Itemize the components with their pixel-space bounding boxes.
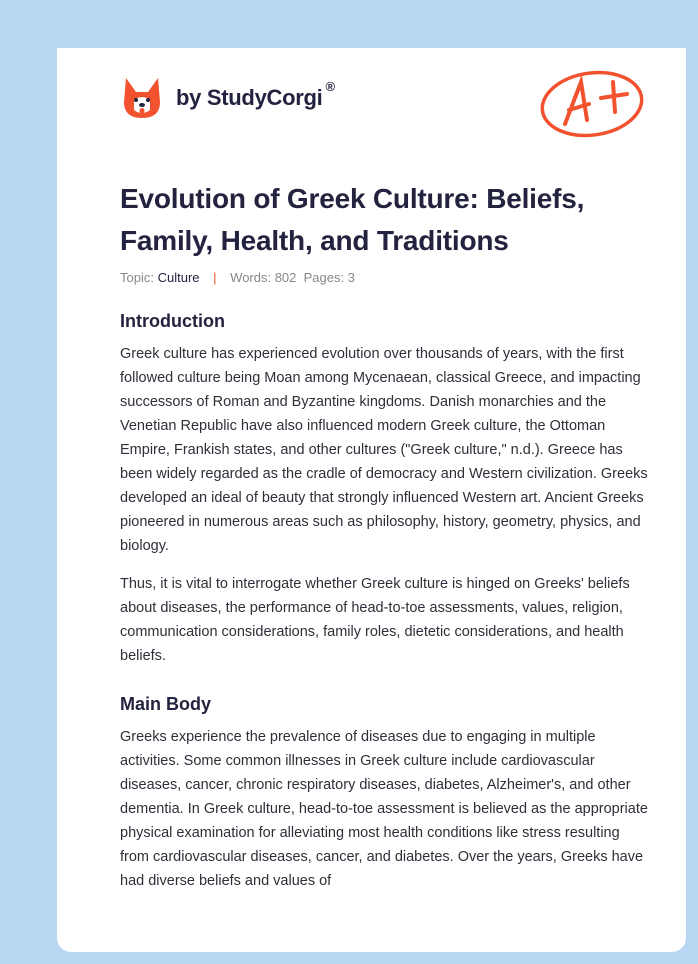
paragraph: Greek culture has experienced evolution over thousands of years, with the first followed culture being Moan among Mycenaean, classical Greece, and impacting successors of Roman and Byzantine kingdoms. Danish monarchies and the Venetian Republic have also influenced modern Greek culture, the Ottoman Empire, Frankish states, and other cultures ("Greek culture," n.d.). Greece has been widely regarded as the cradle of democracy and Western civilization. Greeks developed an ideal of beauty that strongly influenced Western art. Ancient Greeks pioneered in numerous areas such as philosophy, history, geometry, physics, and biology. <box>120 346 648 554</box>
document-card <box>57 48 686 952</box>
corgi-icon <box>122 76 162 120</box>
section-heading: Main Body <box>120 694 212 714</box>
page-title: Evolution of Greek Culture: Beliefs, Family, Health, and Traditions <box>120 183 585 256</box>
studycorgi-logo[interactable] <box>122 76 335 120</box>
a-plus-grade-icon <box>537 68 649 140</box>
paragraph: Thus, it is vital to interrogate whether Greek culture is hinged on Greeks' beliefs about diseases, the performance of head-to-toe assessments, values, religion, communication considerations, family roles, dietetic considerations, and health beliefs. <box>120 576 630 664</box>
article <box>120 178 650 907</box>
paragraph: Greeks experience the prevalence of diseases due to engaging in multiple activities. Some common illnesses in Greek culture include cardiovascular diseases, cancer, chronic respiratory diseases, diabetes, Alzheimer's, and other dementia. In Greek culture, head-to-toe assessment is believed as the appropriate physical examination for alleviating most health conditions like stress resulting from cardiovascular diseases, cancer, and diabetes. Over the years, Greeks have had diverse beliefs and values of <box>120 729 648 889</box>
section-heading: Introduction <box>120 311 225 331</box>
article-meta: Topic: Culture | Words: 802 Pages: 3 <box>120 270 355 285</box>
brand-name: by StudyCorgi ® <box>176 79 335 110</box>
topic-link[interactable]: Culture <box>157 270 200 285</box>
